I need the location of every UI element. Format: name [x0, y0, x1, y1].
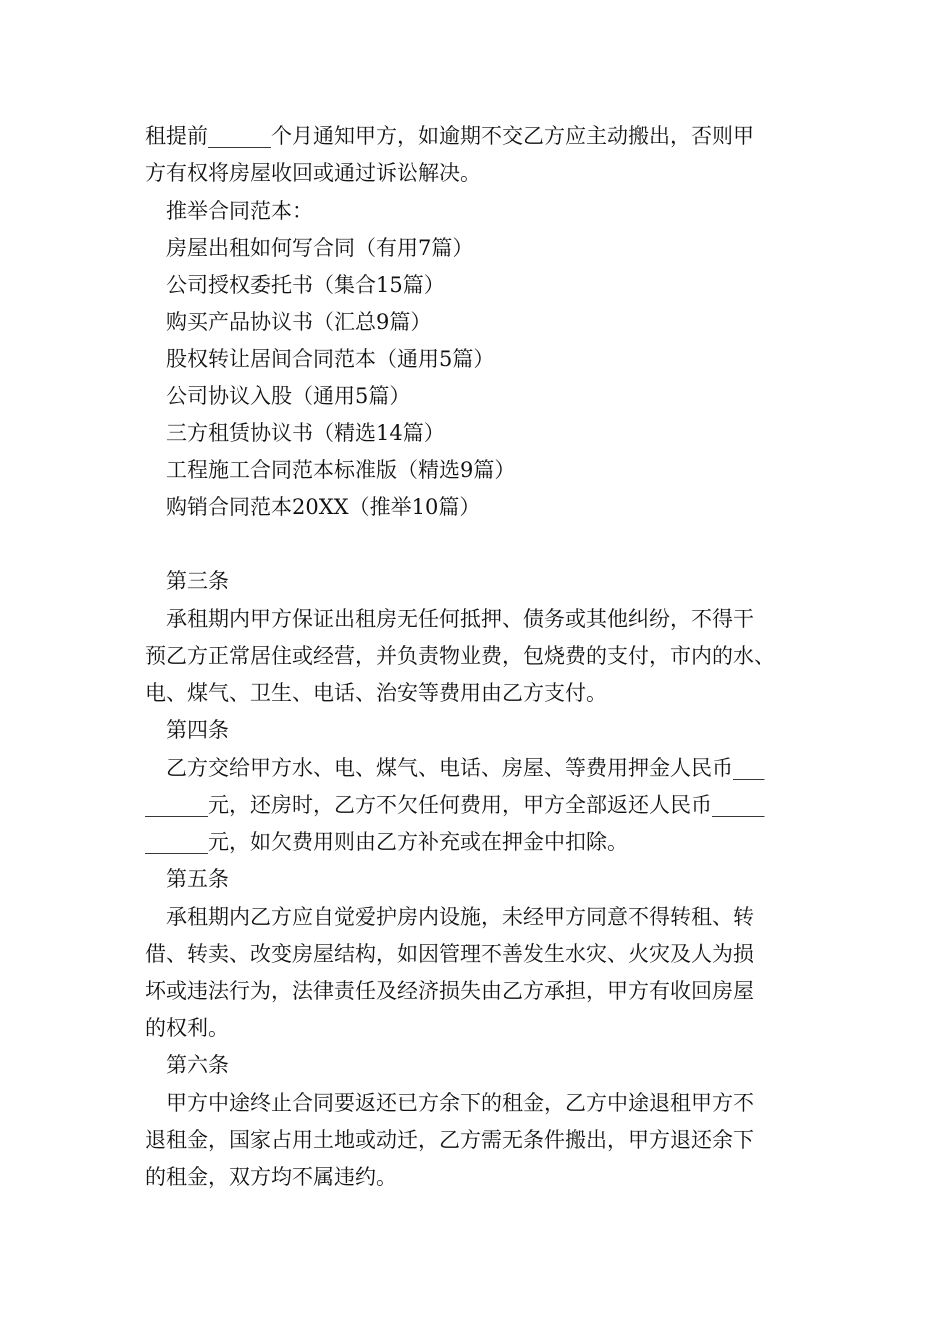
article-title: 第五条 — [166, 867, 229, 891]
paragraph-line: 乙方交给甲方水、电、煤气、电话、房屋、等费用押金人民币___ — [166, 756, 765, 780]
paragraph-line: 预乙方正常居住或经营，并负责物业费，包烧费的支付，市内的水、 — [145, 644, 775, 668]
recommend-item: 三方租赁协议书（精选14篇） — [166, 421, 445, 445]
paragraph-line: 借、转卖、改变房屋结构，如因管理不善发生水灾、火灾及人为损 — [145, 942, 754, 966]
recommend-item: 工程施工合同范本标准版（精选9篇） — [166, 458, 516, 482]
paragraph-line: 承租期内甲方保证出租房无任何抵押、债务或其他纠纷，不得干 — [166, 607, 754, 631]
article-title: 第六条 — [166, 1053, 229, 1077]
recommend-item: 公司协议入股（通用5篇） — [166, 384, 411, 408]
paragraph-line: 电、煤气、卫生、电话、治安等费用由乙方支付。 — [145, 681, 607, 705]
recommend-item: 公司授权委托书（集合15篇） — [166, 273, 445, 297]
paragraph-line: 租提前______个月通知甲方，如逾期不交乙方应主动搬出，否则甲 — [145, 124, 754, 148]
recommend-heading: 推举合同范本： — [166, 199, 313, 223]
paragraph-line: 方有权将房屋收回或通过诉讼解决。 — [145, 161, 481, 185]
recommend-item: 购销合同范本20XX（推举10篇） — [166, 495, 481, 519]
paragraph-line: ______元，还房时，乙方不欠任何费用，甲方全部返还人民币_____ — [145, 793, 765, 817]
paragraph-line: 退租金，国家占用土地或动迁，乙方需无条件搬出，甲方退还余下 — [145, 1128, 754, 1152]
paragraph-line: 甲方中途终止合同要返还已方余下的租金，乙方中途退租甲方不 — [166, 1091, 754, 1115]
recommend-item: 购买产品协议书（汇总9篇） — [166, 310, 432, 334]
paragraph-line: 的租金，双方均不属违约。 — [145, 1165, 397, 1189]
paragraph-line: ______元，如欠费用则由乙方补充或在押金中扣除。 — [145, 830, 628, 854]
paragraph-line: 的权利。 — [145, 1016, 229, 1040]
paragraph-line: 坏或违法行为，法律责任及经济损失由乙方承担，甲方有收回房屋 — [145, 979, 754, 1003]
recommend-item: 房屋出租如何写合同（有用7篇） — [166, 236, 474, 260]
article-title: 第四条 — [166, 718, 229, 742]
paragraph-line: 承租期内乙方应自觉爱护房内设施，未经甲方同意不得转租、转 — [166, 905, 754, 929]
article-title: 第三条 — [166, 569, 229, 593]
recommend-item: 股权转让居间合同范本（通用5篇） — [166, 347, 495, 371]
